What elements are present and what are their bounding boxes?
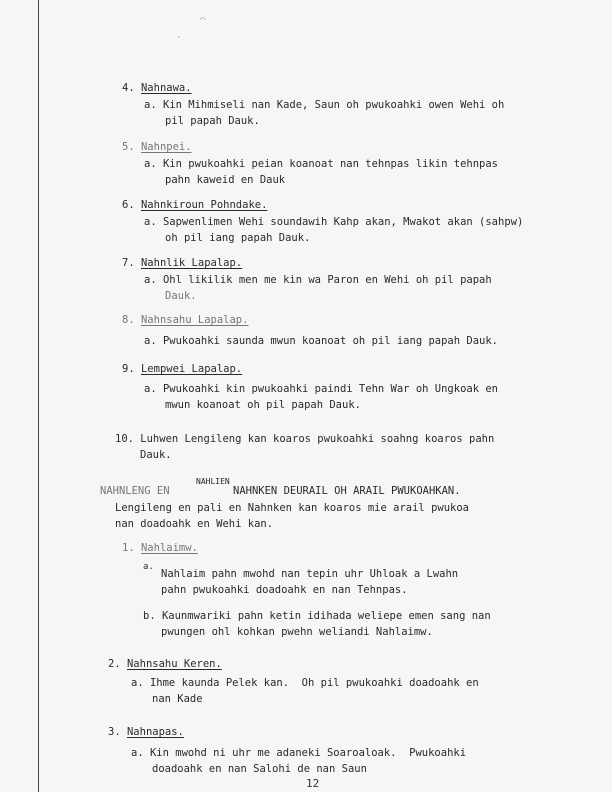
- item-6-heading: 6. Nahnkiroun Pohndake.: [122, 199, 268, 211]
- item-7-heading: 7. Nahnlik Lapalap.: [122, 257, 243, 269]
- item-6-line-1: a. Sapwenlimen Wehi soundawih Kahp akan, Mwakot akan (sahpw): [144, 216, 524, 228]
- section-title: NAHNKEN DEURAIL OH ARAIL PWUKOAHKAN.: [233, 485, 461, 497]
- sub-1-marker: a.: [143, 562, 154, 572]
- item-8-line-1: a. Pwukoahki saunda mwun koanoat oh pil iang papah Dauk.: [144, 335, 499, 347]
- item-9-line-2: mwun koanoat oh pil papah Dauk.: [165, 399, 361, 411]
- item-10-line-2: Dauk.: [140, 449, 172, 461]
- sub-1-line-1: Nahlaim pahn mwohd nan tepin uhr Uhloak a Lwahn: [161, 568, 459, 580]
- sub-1-line-2: pahn pwukoahki doadoahk en nan Tehnpas.: [161, 584, 408, 596]
- sub-3-line-1: a. Kin mwohd ni uhr me adaneki Soaroaloak. Pwukoahki: [131, 747, 467, 759]
- item-6-line-2: oh pil iang papah Dauk.: [165, 232, 311, 244]
- item-5-heading: 5. Nahnpei.: [122, 141, 192, 153]
- section-intro-1: Lengileng en pali en Nahnken kan koaros mie arail pwukoa: [115, 502, 470, 514]
- item-4-line-2: pil papah Dauk.: [165, 115, 260, 127]
- scan-dot: ·: [176, 33, 182, 43]
- sub-2-line-2: nan Kade: [152, 693, 203, 705]
- sub-1-heading: 1. Nahlaimw.: [122, 542, 198, 554]
- sub-1-line-3: b. Kaunmwariki pahn ketin idihada weliepe emen sang nan: [143, 610, 491, 622]
- item-9-heading: 9. Lempwei Lapalap.: [122, 363, 243, 375]
- section-intro-2: nan doadoahk en Wehi kan.: [115, 518, 274, 530]
- item-5-line-1: a. Kin pwukoahki peian koanoat nan tehnpas likin tehnpas: [144, 158, 499, 170]
- item-9-line-1: a. Pwukoahki kin pwukoahki paindi Tehn War oh Ungkoak en: [144, 383, 499, 395]
- sub-3-line-2: doadoahk en nan Salohi de nan Saun: [152, 763, 367, 775]
- item-4-heading: 4. Nahnawa.: [122, 82, 192, 94]
- item-7-line-2: Dauk.: [165, 290, 197, 302]
- item-7-line-1: a. Ohl likilik men me kin wa Paron en Wehi oh pil papah: [144, 274, 492, 286]
- page-edge-line: [38, 0, 39, 792]
- item-8-heading: 8. Nahnsahu Lapalap.: [122, 314, 249, 326]
- scan-mark: ⌒: [200, 15, 206, 25]
- sub-2-line-1: a. Ihme kaunda Pelek kan. Oh pil pwukoahki doadoahk en: [131, 677, 479, 689]
- sub-2-heading: 2. Nahnsahu Keren.: [108, 658, 222, 670]
- item-10-line-1: 10. Luhwen Lengileng kan koaros pwukoahki soahng koaros pahn: [115, 433, 495, 445]
- sub-1-line-4: pwungen ohl kohkan pwehn weliandi Nahlaimw.: [161, 626, 433, 638]
- sub-3-heading: 3. Nahnapas.: [108, 726, 184, 738]
- item-5-line-2: pahn kaweid en Dauk: [165, 174, 286, 186]
- section-left-label: NAHNLENG EN: [100, 485, 170, 497]
- item-4-line-1: a. Kin Mihmiseli nan Kade, Saun oh pwukoahki owen Wehi oh: [144, 99, 505, 111]
- page-number: 12: [306, 777, 320, 790]
- section-small-label: NAHLIEN: [196, 477, 230, 486]
